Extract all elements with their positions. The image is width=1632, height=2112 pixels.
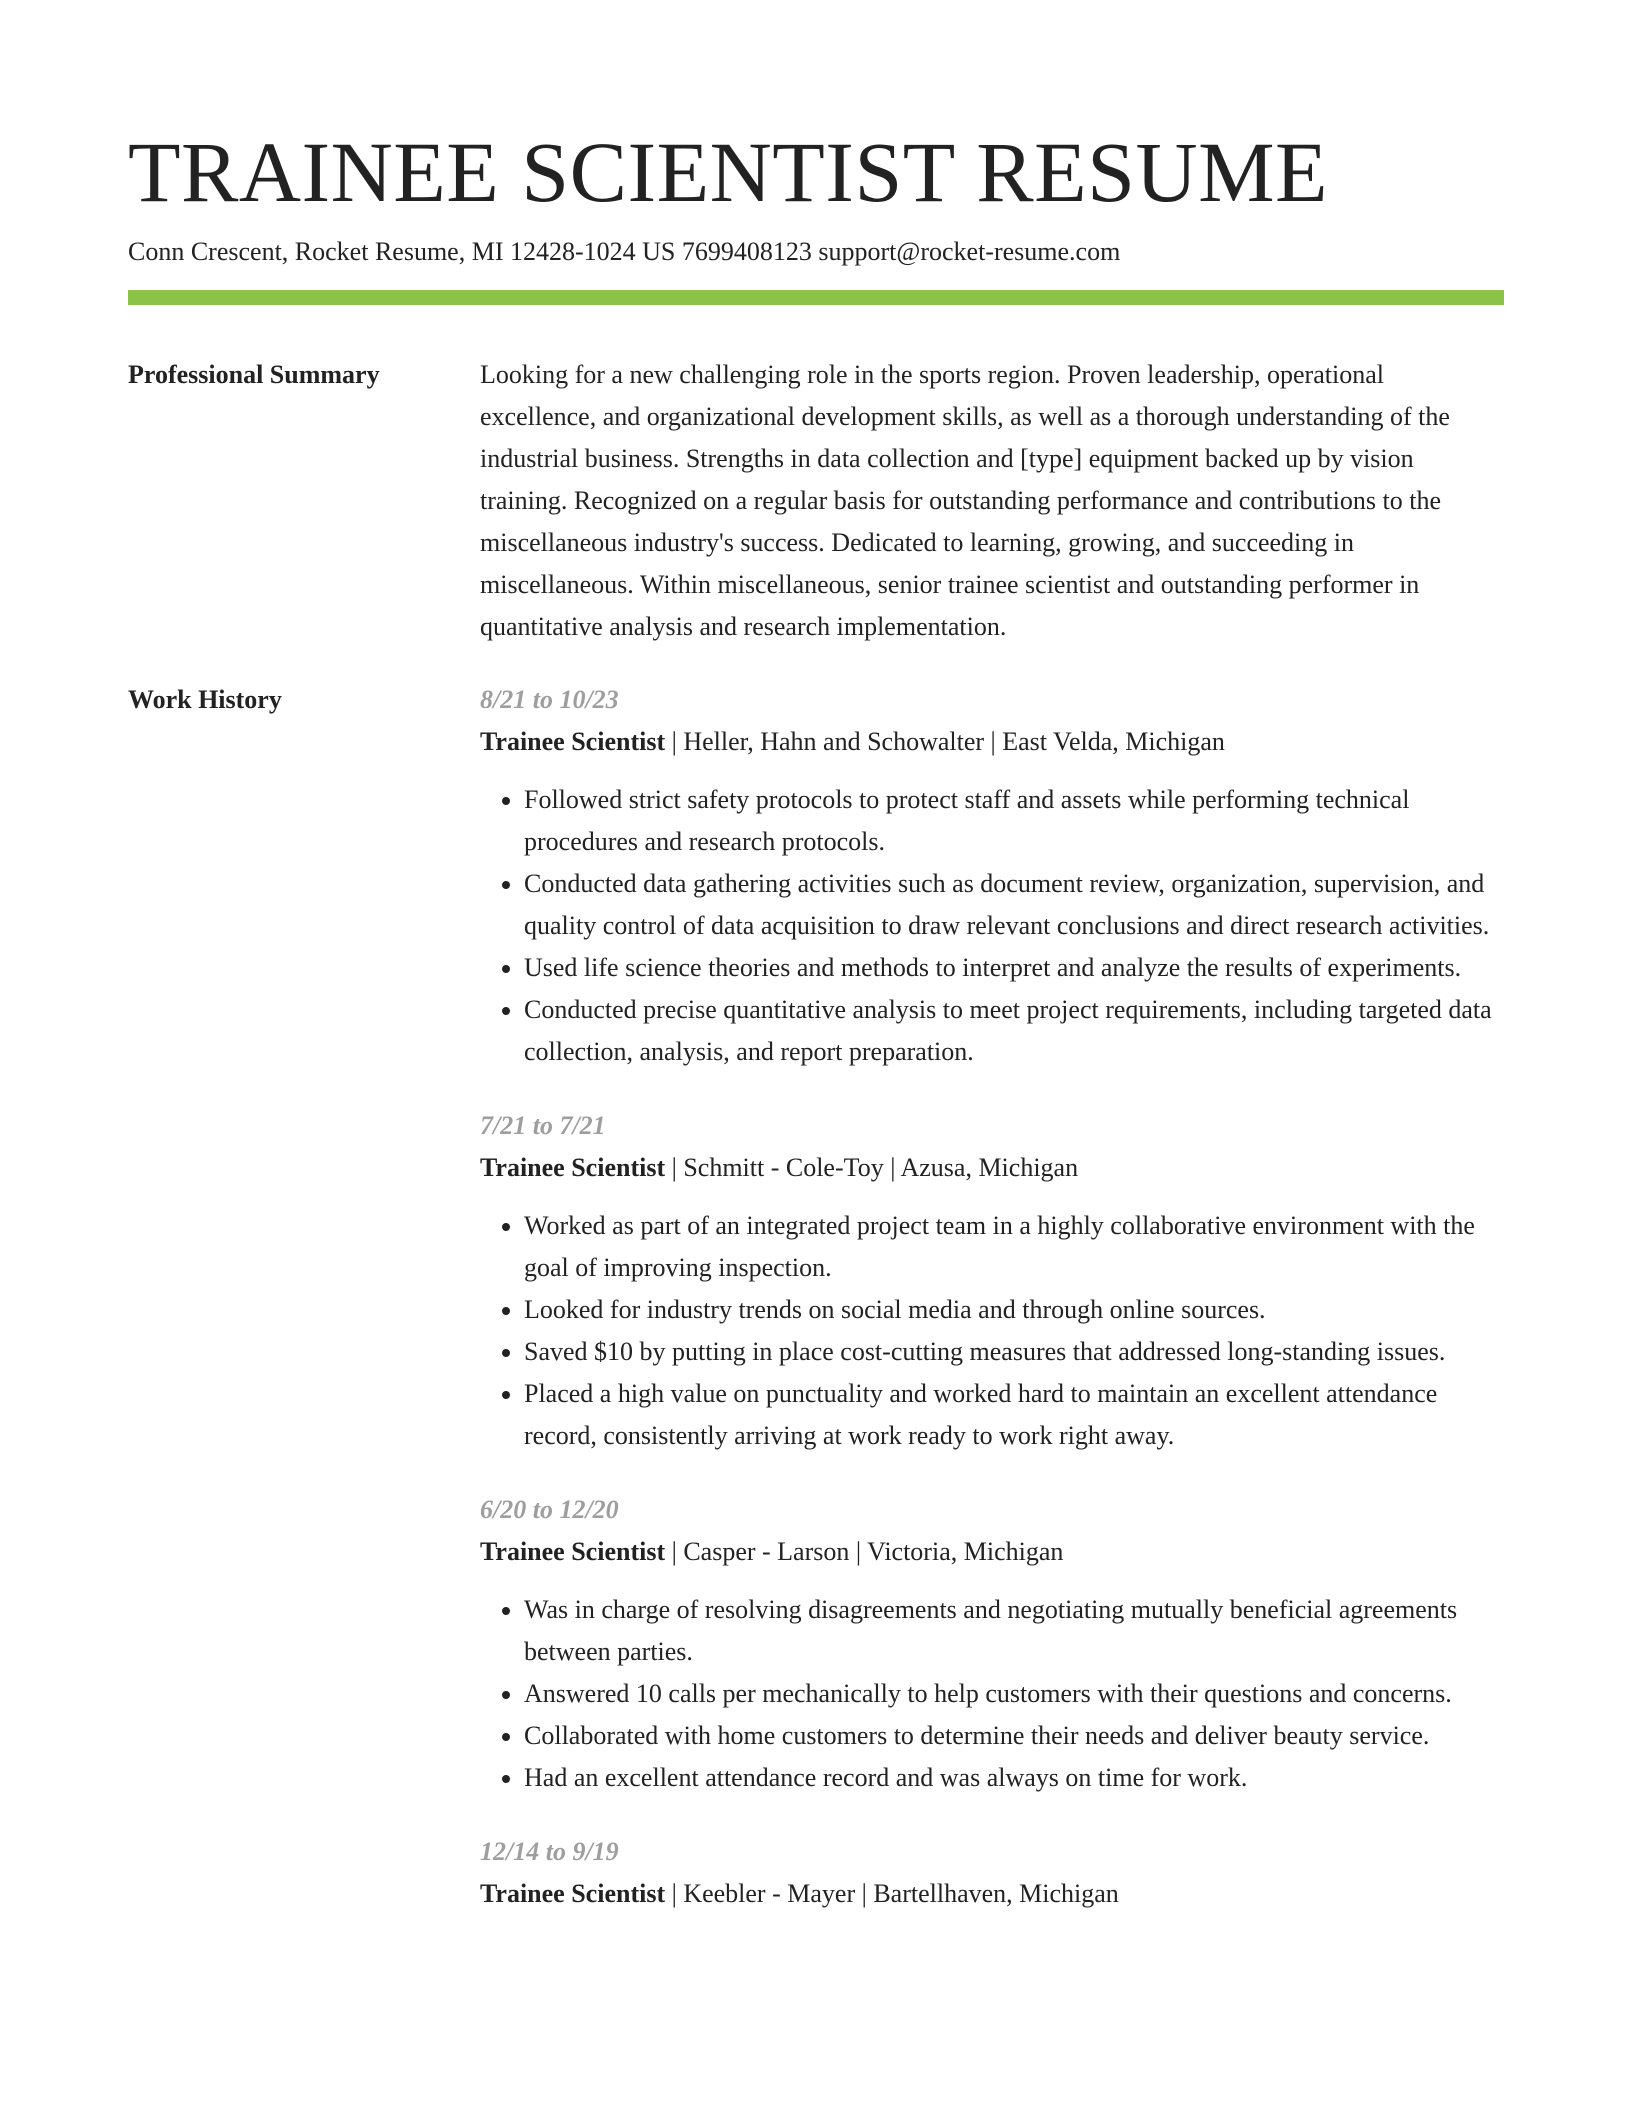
- job-title: Trainee Scientist: [480, 727, 666, 756]
- job-title: Trainee Scientist: [480, 1879, 666, 1908]
- resume-page: [128, 0, 1504, 1947]
- list-item: • Was in charge of resolving disagreements and negotiating mutually beneficial agreements between parties.: [524, 1589, 1504, 1673]
- job-bullets: [480, 1589, 1504, 1799]
- job-heading: [480, 1531, 1504, 1573]
- list-item: • Placed a high value on punctuality and worked hard to maintain an excellent attendance record, consistently arriving at work ready to work right away.: [524, 1373, 1504, 1457]
- job-entry: [480, 679, 1504, 1073]
- list-item: • Followed strict safety protocols to protect staff and assets while performing technical procedures and research protocols.: [524, 779, 1504, 863]
- work-history-section: [128, 679, 1504, 1947]
- job-entry: [480, 1105, 1504, 1457]
- job-title: Trainee Scientist: [480, 1153, 666, 1182]
- section-body: [480, 354, 1504, 648]
- job-details: | Heller, Hahn and Schowalter | East Velda, Michigan: [665, 727, 1225, 756]
- job-details: | Schmitt - Cole-Toy | Azusa, Michigan: [665, 1153, 1079, 1182]
- professional-summary-section: [128, 354, 1504, 648]
- job-heading: [480, 1873, 1504, 1915]
- section-label: Professional Summary: [128, 360, 380, 389]
- job-bullets: [480, 779, 1504, 1073]
- job-details: | Casper - Larson | Victoria, Michigan: [665, 1537, 1064, 1566]
- contact-line: Conn Crescent, Rocket Resume, MI 12428-1024 US 7699408123 support@rocket-resume.com: [128, 237, 1121, 266]
- list-item: • Conducted precise quantitative analysis to meet project requirements, including targeted data collection, analysis, and report preparation.: [524, 989, 1504, 1073]
- list-item: • Worked as part of an integrated project team in a highly collaborative environment with the goal of improving inspection.: [524, 1205, 1504, 1289]
- list-item: • Saved $10 by putting in place cost-cutting measures that addressed long-standing issues.: [524, 1331, 1504, 1373]
- job-dates: 8/21 to 10/23: [480, 685, 619, 714]
- job-title: Trainee Scientist: [480, 1537, 666, 1566]
- work-history-body: [480, 679, 1504, 1947]
- list-item: • Conducted data gathering activities such as document review, organization, supervision, and quality control of data acquisition to draw relevant conclusions and direct research activities.: [524, 863, 1504, 947]
- job-dates: 7/21 to 7/21: [480, 1111, 606, 1140]
- resume-title: TRAINEE SCIENTIST RESUME: [128, 124, 1329, 220]
- list-item: • Collaborated with home customers to determine their needs and deliver beauty service.: [524, 1715, 1504, 1757]
- list-item: • Looked for industry trends on social media and through online sources.: [524, 1289, 1504, 1331]
- job-entry: [480, 1831, 1504, 1915]
- job-bullets: [480, 1205, 1504, 1457]
- list-item: • Had an excellent attendance record and was always on time for work.: [524, 1757, 1504, 1799]
- list-item: • Used life science theories and methods to interpret and analyze the results of experiments.: [524, 947, 1504, 989]
- list-item: • Answered 10 calls per mechanically to help customers with their questions and concerns.: [524, 1673, 1504, 1715]
- job-dates: 6/20 to 12/20: [480, 1495, 619, 1524]
- job-heading: [480, 1147, 1504, 1189]
- job-dates: 12/14 to 9/19: [480, 1837, 619, 1866]
- job-entry: [480, 1489, 1504, 1799]
- section-label: Work History: [128, 685, 282, 714]
- accent-divider: [128, 290, 1504, 305]
- job-heading: [480, 721, 1504, 763]
- summary-text: Looking for a new challenging role in the sports region. Proven leadership, operational excellence, and organizational development skills, as well as a thorough understanding of the industrial business. Strengths in data collection and [type] equipment backed up by vision training. Recognized on a regular basis for outstanding performance and contributions to the miscellaneous industry's success. Dedicated to learning, growing, and succeeding in miscellaneous. Within miscellaneous, senior trainee scientist and outstanding performer in quantitative analysis and research implementation.: [480, 360, 1450, 641]
- job-details: | Keebler - Mayer | Bartellhaven, Michigan: [665, 1879, 1119, 1908]
